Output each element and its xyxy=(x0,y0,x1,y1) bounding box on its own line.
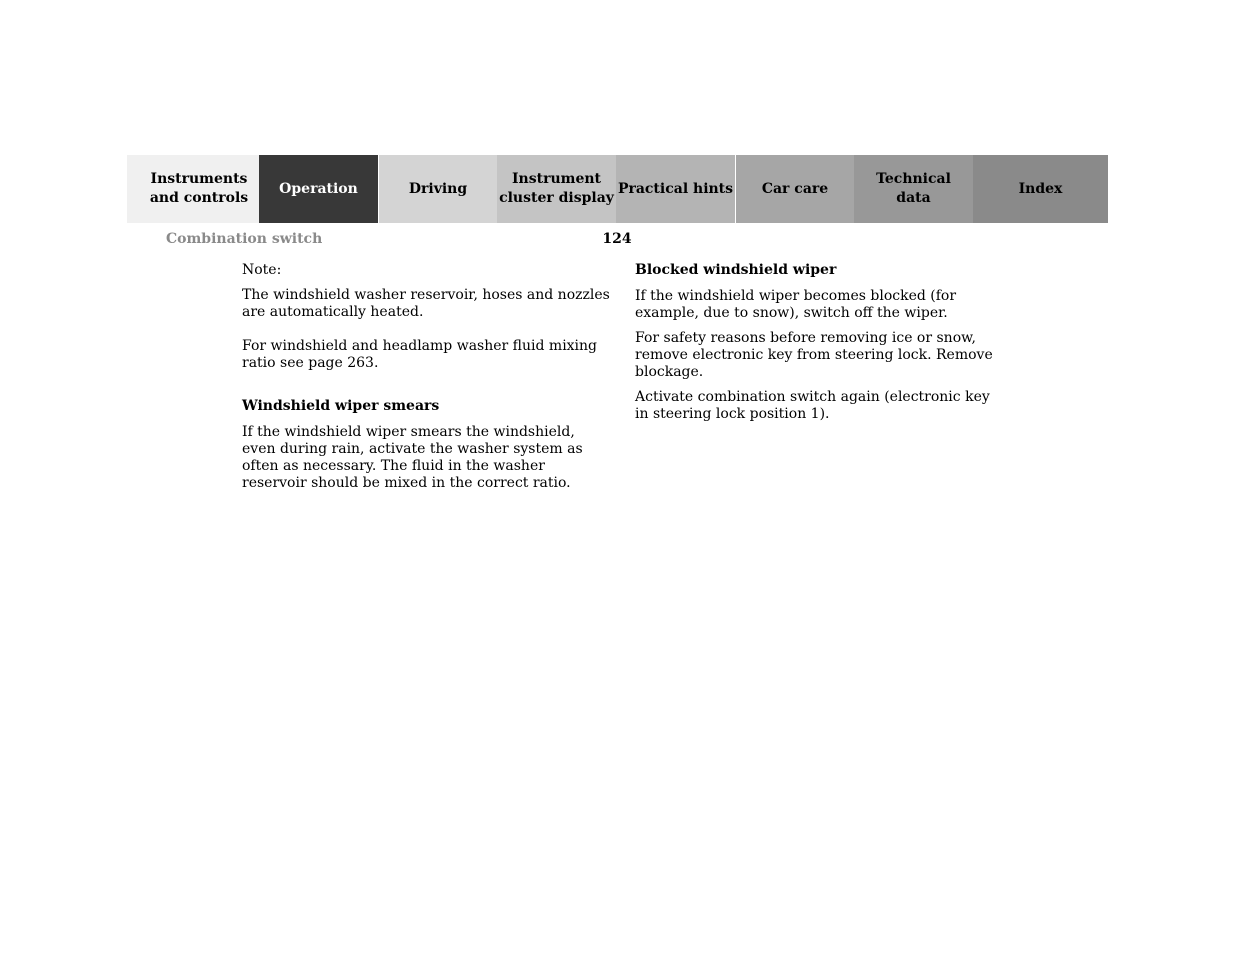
tab-operation[interactable]: Operation xyxy=(259,155,378,223)
tab-car-care[interactable]: Car care xyxy=(735,155,854,223)
blocked-wiper-heading: Blocked windshield wiper xyxy=(635,262,837,278)
mixing-ratio-text: For windshield and headlamp washer fluid mixing ratio see page 263. xyxy=(242,338,598,371)
page-number: 124 xyxy=(602,231,632,247)
note-text: The windshield washer reservoir, hoses and nozzles are automatically heated. xyxy=(242,287,610,320)
wiper-smears-heading: Windshield wiper smears xyxy=(242,398,440,414)
tab-practical-hints[interactable]: Practical hints xyxy=(616,155,735,223)
safety-text: For safety reasons before removing ice or snow, remove electronic key from steering lock. Remove blockage. xyxy=(635,330,993,380)
note-label: Note: xyxy=(242,262,282,278)
tab-technical-data[interactable]: Technical data xyxy=(854,155,973,223)
tab-instrument-cluster-display[interactable]: Instrument cluster display xyxy=(497,155,616,223)
tab-index[interactable]: Index xyxy=(973,155,1108,223)
tab-instruments-and-controls[interactable]: Instruments and controls xyxy=(127,155,259,223)
blocked-wiper-text: If the windshield wiper becomes blocked (for example, due to snow), switch off the wiper. xyxy=(635,288,957,321)
tab-driving[interactable]: Driving xyxy=(378,155,497,223)
right-column xyxy=(635,262,1000,431)
activate-switch-text: Activate combination switch again (electronic key in steering lock position 1). xyxy=(635,389,990,422)
left-column xyxy=(242,262,612,500)
wiper-smears-text: If the windshield wiper smears the windshield, even during rain, activate the washer system as often as necessary. The fluid in the washer reservoir should be mixed in the correct ratio. xyxy=(242,424,583,491)
section-title: Combination switch xyxy=(166,231,323,247)
chapter-tab-bar xyxy=(127,155,1108,223)
